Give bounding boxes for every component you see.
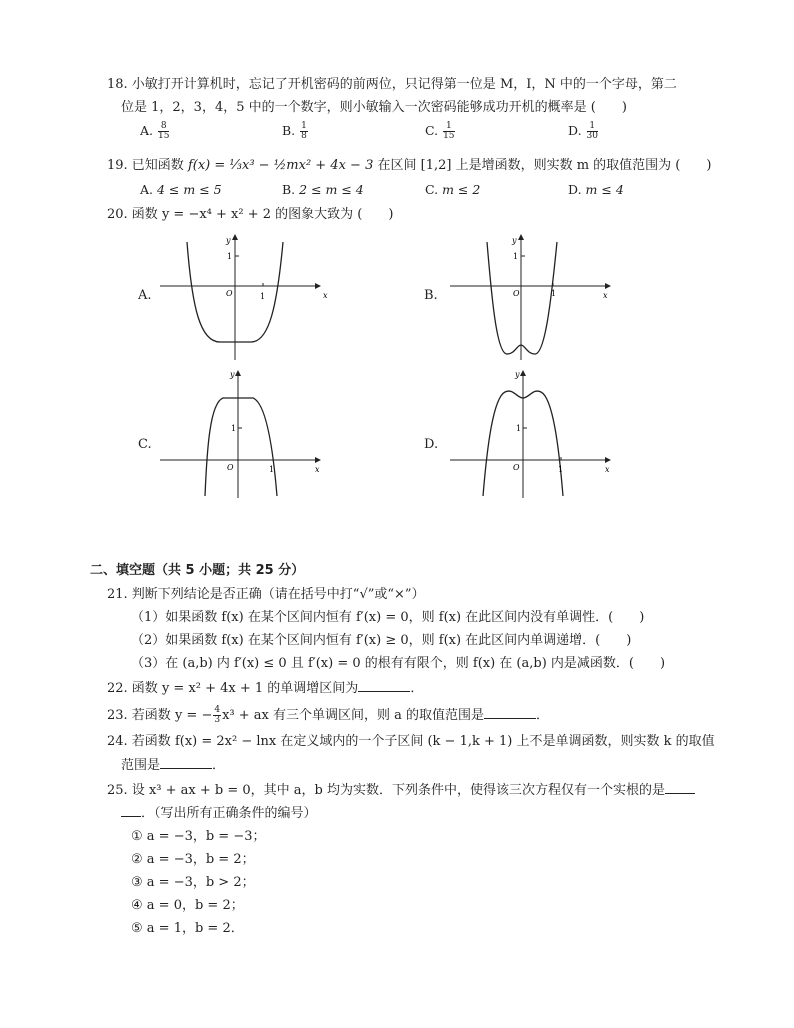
y-label: y — [512, 236, 517, 245]
q22-stem: 22. 函数 y = x² + 4x + 1 的单调增区间为 ． — [107, 681, 424, 696]
x-axis-arrow — [315, 283, 321, 289]
answer-blank[interactable] — [484, 706, 536, 719]
curve — [487, 242, 557, 354]
x-label: x — [605, 465, 610, 474]
origin-label: O — [513, 463, 520, 472]
origin-label: O — [227, 463, 234, 472]
q25-condition-3: ③ a = −3，b > 2； — [131, 875, 255, 890]
tick-label-1: 1 — [269, 465, 275, 474]
q19-option-d[interactable]: D. m ≤ 4 — [568, 182, 624, 197]
q24-line1: 24. 若函数 f(x) = 2x² − lnx 在定义域内的一个子区间 (k − 1,k + 1) 上不是单调函数，则实数 k 的取值 — [107, 734, 715, 749]
answer-blank[interactable] — [358, 679, 410, 692]
q20-graph-d[interactable] — [445, 368, 620, 503]
q18-line2: 位是 1，2，3，4，5 中的一个数字，则小敏输入一次密码能够成功开机的概率是 ( ) — [121, 100, 627, 115]
fraction: $\frac{1}{8}$ — [301, 121, 307, 141]
tick-label-1: 1 — [516, 424, 522, 433]
tick-label-1: 1 — [558, 465, 564, 474]
q25-line2: ．（写出所有正确条件的编号） — [121, 804, 317, 823]
y-axis-arrow — [232, 234, 238, 240]
answer-blank[interactable] — [160, 756, 212, 769]
x-axis-arrow — [315, 457, 321, 463]
q19-option-c[interactable]: C. m ≤ 2 — [425, 182, 481, 197]
q18-option-d[interactable]: D. $\frac{1}{30}$ — [568, 121, 598, 141]
q20-graph-b[interactable] — [445, 232, 620, 367]
q25-condition-1: ① a = −3，b = −3； — [131, 829, 266, 844]
section-title: 二、填空题（共 5 小题；共 25 分） — [90, 563, 305, 578]
q21-item-3: （3）在 (a,b) 内 f′(x) ≤ 0 且 f′(x) = 0 的根有有限个，则 f(x) 在 (a,b) 内是减函数．( ) — [131, 656, 666, 671]
y-label: y — [226, 236, 231, 245]
y-label: y — [515, 370, 520, 379]
q18-line1: 18. 小敏打开计算机时，忘记了开机密码的前两位，只记得第一位是 M，I，N 中的一个字母，第二 — [107, 77, 677, 92]
q25-condition-5: ⑤ a = 1，b = 2． — [131, 921, 244, 936]
y-axis-arrow — [518, 234, 524, 240]
tick-label-1: 1 — [231, 424, 237, 433]
q18-option-b[interactable]: B. $\frac{1}{8}$ — [282, 121, 307, 141]
tick-label-1: 1 — [260, 292, 266, 301]
tick-label-1: 1 — [513, 252, 519, 261]
fraction: $\frac{1}{30}$ — [586, 121, 598, 141]
y-label: y — [230, 370, 235, 379]
x-label: x — [603, 291, 608, 300]
q19-option-b[interactable]: B. 2 ≤ m ≤ 4 — [282, 182, 364, 197]
q20-stem: 20. 函数 y = −x⁴ + x² + 2 的图象大致为 ( ) — [107, 207, 394, 222]
x-axis-arrow — [605, 457, 611, 463]
q20-graph-b-label[interactable]: B. — [424, 288, 438, 303]
y-axis-arrow — [520, 370, 526, 376]
tick-label-1: 1 — [227, 252, 233, 261]
q20-graph-a[interactable] — [155, 232, 330, 367]
q24-line2: 范围是 ． — [121, 758, 226, 773]
x-label: x — [323, 291, 328, 300]
tick-label-1: 1 — [551, 289, 557, 298]
q25-condition-4: ④ a = 0，b = 2； — [131, 898, 244, 913]
fraction: $\frac{8}{15}$ — [158, 121, 170, 141]
x-axis-arrow — [605, 283, 611, 289]
answer-blank[interactable] — [665, 781, 695, 794]
q19-function: f(x) = ⅓x³ − ½mx² + 4x − 3 — [187, 158, 374, 173]
q19-option-a[interactable]: A. 4 ≤ m ≤ 5 — [140, 182, 222, 197]
q20-graph-a-label[interactable]: A. — [138, 288, 152, 303]
curve — [205, 398, 277, 496]
q23-stem: 23. 若函数 y = − $\frac{4}{3}$ x³ + ax 有三个单调区间，则 a 的取值范围是 ． — [107, 705, 550, 725]
q25-line1: 25. 设 x³ + ax + b = 0，其中 a，b 均为实数．下列条件中，使得该三次方程仅有一个实根的是 — [107, 781, 695, 800]
q20-graph-d-label[interactable]: D. — [424, 437, 439, 452]
origin-label: O — [226, 289, 233, 298]
fraction: $\frac{4}{3}$ — [214, 705, 221, 725]
q21-item-2: （2）如果函数 f(x) 在某个区间内恒有 f′(x) ≥ 0，则 f(x) 在此区间内单调递增．( ) — [131, 633, 632, 648]
q18-option-a[interactable]: A. $\frac{8}{15}$ — [140, 121, 170, 141]
fraction: $\frac{1}{15}$ — [443, 121, 455, 141]
y-axis-arrow — [235, 370, 241, 376]
q21-stem: 21. 判断下列结论是否正确（请在括号中打“√”或“×”） — [107, 587, 425, 602]
q21-item-1: （1）如果函数 f(x) 在某个区间内恒有 f′(x) = 0，则 f(x) 在此区间内没有单调性．( ) — [131, 610, 645, 625]
origin-label: O — [513, 289, 520, 298]
q20-graph-c[interactable] — [155, 368, 330, 503]
q18-option-c[interactable]: C. $\frac{1}{15}$ — [425, 121, 455, 141]
q19-stem: 19. 已知函数 f(x) = ⅓x³ − ½mx² + 4x − 3 在区间 [1,2] 上是增函数，则实数 m 的取值范围为 ( ) — [107, 158, 712, 173]
answer-blank-cont[interactable] — [121, 804, 141, 817]
q20-graph-c-label[interactable]: C. — [138, 437, 152, 452]
q25-condition-2: ② a = −3，b = 2； — [131, 852, 255, 867]
x-label: x — [315, 465, 320, 474]
